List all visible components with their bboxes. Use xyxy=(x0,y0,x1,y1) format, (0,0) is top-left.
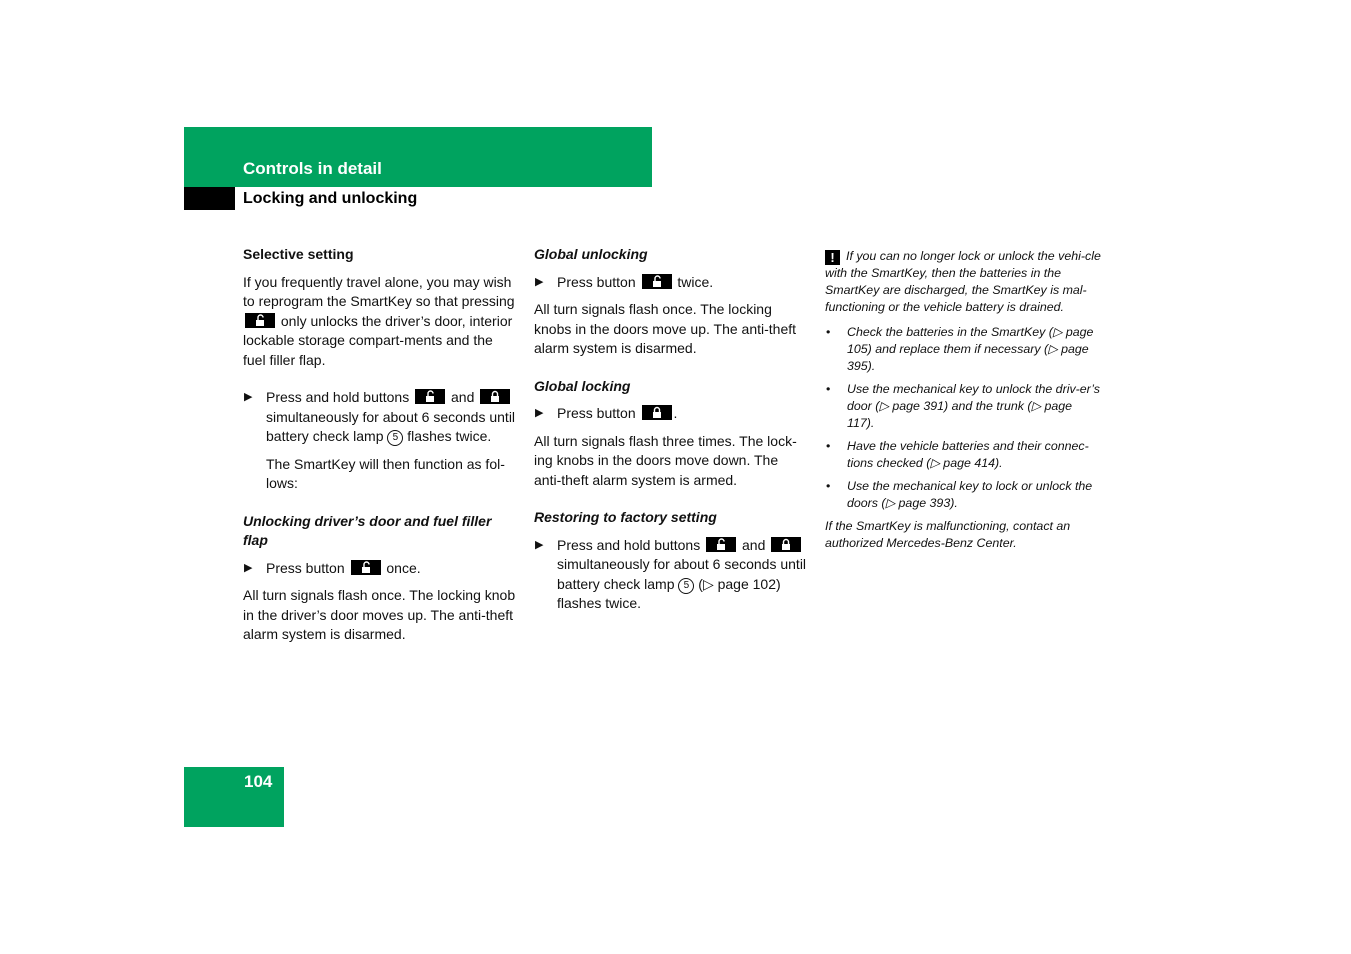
column-1 xyxy=(243,245,519,653)
list-item: • Use the mechanical key to unlock the driv-er’s door (▷ page 391) and the trunk (▷ page 117). xyxy=(826,382,1100,430)
bullet-icon: • xyxy=(826,439,831,453)
section-title: Controls in detail xyxy=(243,159,382,178)
unlock-key-icon xyxy=(415,389,445,404)
lock-key-icon xyxy=(480,389,510,404)
unlock-key-icon xyxy=(706,537,736,552)
page-number: 104 xyxy=(244,772,273,791)
triangle-right-icon: ▶ xyxy=(535,538,544,551)
heading-global-locking: Global locking xyxy=(534,377,631,394)
header-black-tab xyxy=(184,187,235,210)
heading-global-unlocking: Global unlocking xyxy=(534,246,648,262)
list-item: • Use the mechanical key to lock or unlock the doors (▷ page 393). xyxy=(826,479,1093,510)
battery-lamp-callout: 5 xyxy=(678,578,694,594)
step-note: The SmartKey will then function as fol-lows: xyxy=(266,455,505,491)
heading-selective-setting: Selective setting xyxy=(243,246,354,262)
lock-key-icon xyxy=(771,537,801,552)
bullet-icon: • xyxy=(826,325,831,339)
triangle-right-icon: ▶ xyxy=(244,391,253,403)
column-2 xyxy=(534,245,808,622)
triangle-right-icon: ▶ xyxy=(535,275,544,288)
unlock-key-icon xyxy=(351,560,381,575)
warning-paragraph: ! If you can no longer lock or unlock the vehi-cle with the SmartKey, then the batteries in the SmartKey are discharged, the SmartKey is mal-functioning or the vehicle battery is drained. xyxy=(825,249,1101,314)
heading-unlocking-drivers-door: Unlocking driver’s door and fuel filler flap xyxy=(243,512,492,548)
result-global-locking: All turn signals flash three times. The lock-ing knobs in the doors move down. The anti-theft alarm system is armed. xyxy=(534,432,797,488)
list-item: • Have the vehicle batteries and their connec-tions checked (▷ page 414). xyxy=(826,439,1089,470)
subsection-title: Locking and unlocking xyxy=(243,190,418,207)
step-press-lock: ▶ Press button . xyxy=(534,404,808,424)
bullet-icon: • xyxy=(826,382,831,396)
list-item: • Check the batteries in the SmartKey (▷ page 105) and replace them if necessary (▷ page 395). xyxy=(826,325,1094,373)
footer-note: If the SmartKey is malfunctioning, contact an authorized Mercedes-Benz Center. xyxy=(825,519,1071,550)
triangle-right-icon: ▶ xyxy=(535,407,544,419)
step-restore: ▶ Press and hold buttons and simultaneously for about 6 seconds until battery check lamp 5 (▷ page 102) flashes twice. xyxy=(535,536,807,611)
unlock-key-icon xyxy=(245,313,275,328)
warning-icon: ! xyxy=(825,250,840,265)
battery-lamp-callout: 5 xyxy=(387,430,403,446)
intro-paragraph: If you frequently travel alone, you may wish to reprogram the SmartKey so that pressing only unlocks the driver’s door, interior lockable storage compart-ments and the fuel filler flap. xyxy=(243,273,515,368)
lock-key-icon xyxy=(642,405,672,420)
heading-restoring-factory: Restoring to factory setting xyxy=(534,509,717,525)
column-3 xyxy=(825,248,1101,560)
step-press-twice: ▶ Press button twice. xyxy=(534,273,808,293)
step-press-once: ▶ Press button once. xyxy=(243,559,519,579)
step-hold-buttons: ▶ Press and hold buttons and simultaneously for about 6 seconds until battery check lamp 5 flashes twice. xyxy=(244,389,516,444)
bullet-icon: • xyxy=(826,479,831,493)
unlock-key-icon xyxy=(642,274,672,289)
result-global-unlocking: All turn signals flash once. The locking knobs in the doors move up. The anti-theft alarm system is disarmed. xyxy=(534,301,797,356)
triangle-right-icon: ▶ xyxy=(244,561,253,574)
result-paragraph: All turn signals flash once. The locking knob in the driver’s door moves up. The anti-theft alarm system is disarmed. xyxy=(243,587,516,642)
